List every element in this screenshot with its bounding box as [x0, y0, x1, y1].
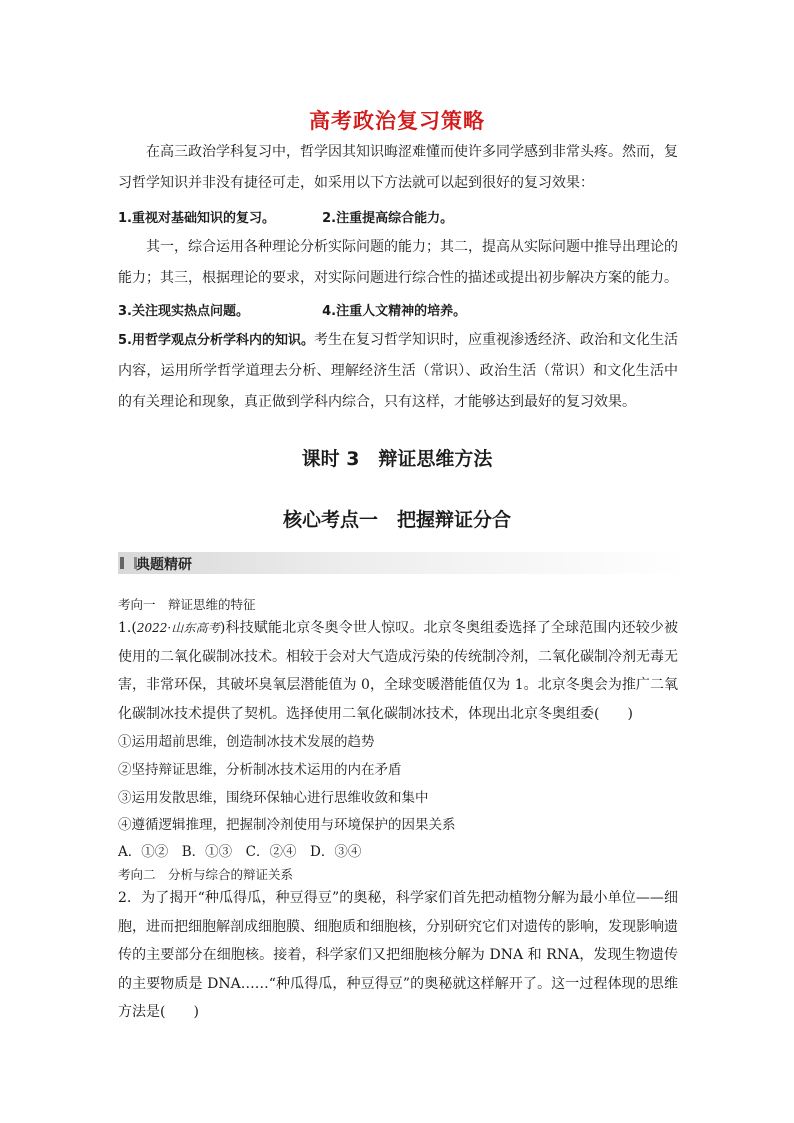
question-2: 2．为了揭开“种瓜得瓜，种豆得豆”的奥秘，科学家们首先把动植物分解为最小单位——细胞，进而把细胞解剖成细胞膜、细胞质和细胞核，分别研究它们对遗传的影响，发现影响遗传的主要部分在细胞核。接着，科学家们又把细胞核分解为 DNA 和 RNA，发现生物遗传的主要物质是 DNA……“种瓜得瓜，种豆得豆”的奥秘就这样解开了。这一过程体现的思维方法是( )	[118, 890, 678, 1020]
tip-2-detail: 其一，综合运用各种理论分析实际问题的能力；其二，提高从实际问题中推导出理论的能力；其三，根据理论的要求，对实际问题进行综合性的描述或提出初步解决方案的能力。	[118, 239, 678, 286]
page-title: 高考政治复习策略	[309, 109, 485, 133]
section-marker-icon	[120, 557, 137, 569]
core-point-title: 核心考点一 把握辩证分合	[282, 509, 511, 531]
tips-row-1	[118, 207, 453, 226]
direction-2: 考向二 分析与综合的辩证关系	[118, 867, 294, 882]
section-header	[118, 552, 686, 574]
tips-row-2	[118, 300, 466, 319]
direction-1: 考向一 辩证思维的特征	[118, 597, 256, 612]
tip-2: 2.注重提高综合能力。	[322, 211, 454, 226]
tip-1: 1.重视对基础知识的复习。	[118, 211, 275, 226]
tip-5-text: 考生在复习哲学知识时，应重视渗透经济、政治和文化生活内容，运用所学哲学道理去分析、理解经济生活（常识）、政治生活（常识）和文化生活中的有关理论和现象，真正做到学科内综合，只有这样，才能够达到最好的复习效果。	[118, 332, 679, 410]
intro-paragraph: 在高三政治学科复习中，哲学因其知识晦涩难懂而使许多同学感到非常头疼。然而，复习哲学知识并非没有捷径可走，如采用以下方法就可以起到很好的复习效果：	[118, 144, 678, 191]
question-1-prefix: 1.(	[118, 620, 137, 636]
question-1-text: )科技赋能北京冬奥令世人惊叹。北京冬奥组委选择了全球范围内还较少被使用的二氧化碳制冰技术。相较于会对大气造成污染的传统制冷剂，二氧化碳制冷剂无毒无害，非常环保，其破坏臭氧层潜能值为 0，全球变暖潜能值仅为 1。北京冬奥会为推广二氧化碳制冰技术提供了契机。选择使用二氧化碳制冰技术，体现出北京冬奥组委( )	[118, 620, 678, 722]
question-1-option-4: ④遵循逻辑推理，把握制冷剂使用与环境保护的因果关系	[118, 817, 456, 833]
tip-3: 3.关注现实热点问题。	[118, 304, 249, 319]
question-1	[118, 614, 678, 728]
question-1-option-3: ③运用发散思维，围绕环保轴心进行思维收敛和集中	[118, 790, 429, 806]
question-1-option-1: ①运用超前思维，创造制冰技术发展的趋势	[118, 734, 375, 750]
tip-4: 4.注重人文精神的培养。	[322, 304, 467, 319]
tip-5-label: 5.用哲学观点分析学科内的知识。	[118, 333, 314, 348]
tip-5-paragraph	[118, 325, 678, 418]
question-1-choices: A．①② B．①③ C．②④ D．③④	[118, 844, 362, 860]
question-1-source: 2022·山东高考	[136, 621, 220, 635]
section-label: 典题精研	[136, 557, 192, 573]
question-1-option-2: ②坚持辩证思维，分析制冰技术运用的内在矛盾	[118, 762, 402, 778]
lesson-title: 课时 3 辩证思维方法	[301, 448, 493, 470]
